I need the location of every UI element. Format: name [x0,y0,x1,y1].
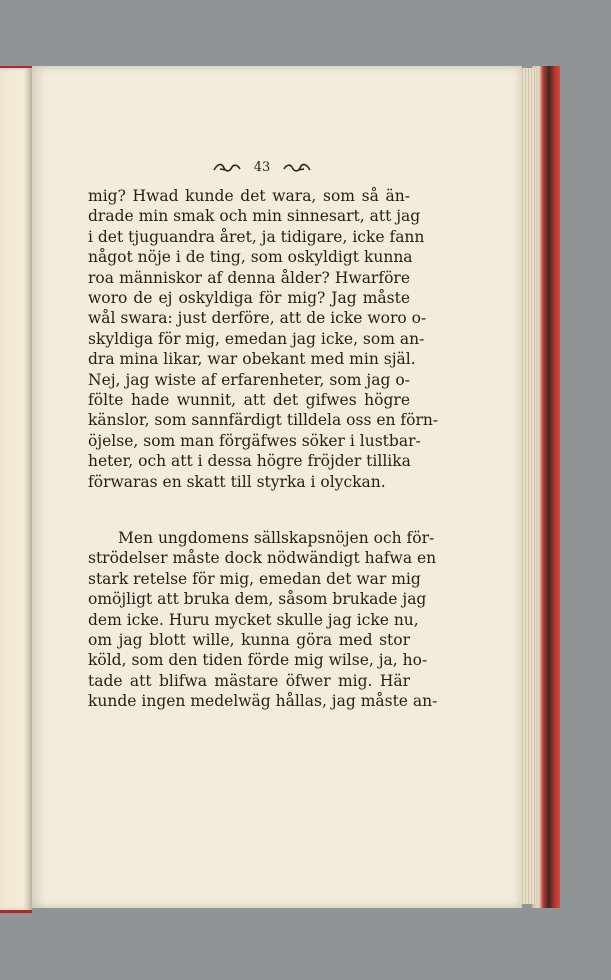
fleuron-icon [282,160,312,174]
fleuron-icon [212,160,242,174]
text-line: dem icke. Huru mycket skulle jag icke nu, [88,610,419,629]
text-line: kunde ingen medelwäg hållas, jag måste an- [88,692,438,711]
text-line: wål swara: just derföre, att de icke woro o- [88,309,427,328]
book-cover-edge [532,66,560,908]
text-line: stark retelse för mig, emedan det war mig [88,569,421,588]
text-line: skyldiga för mig, emedan jag icke, som an- [88,329,425,348]
text-line: tade att blifwa mästare öfwer mig. Här [88,671,410,690]
text-line: Nej, jag wiste af erfarenheter, som jag o- [88,370,410,389]
page-number: 43 [253,159,271,175]
text-line: drade min smak och min sinnesart, att jag [88,207,421,226]
page-header [182,158,342,176]
book-page [32,66,522,908]
paragraph-2 [88,528,438,712]
text-line: dra mina likar, war obekant med min själ. [88,350,416,369]
text-line: omöjligt att bruka dem, såsom brukade jag [88,590,427,609]
paragraph-1 [88,186,439,492]
text-line: fölte hade wunnit, att det gifwes högre [88,391,410,410]
text-line: heter, och att i dessa högre fröjder tillika [88,452,411,471]
text-line: i det tjuguandra året, ja tidigare, icke fann [88,227,425,246]
text-line: öjelse, som man förgäfwes söker i lustbar- [88,431,421,450]
text-line: om jag blott wille, kunna göra med stor [88,631,410,650]
page-stack-edge [520,68,536,904]
text-line: känslor, som sannfärdigt tilldela oss en förn- [88,411,439,430]
text-line: köld, som den tiden förde mig wilse, ja, ho- [88,651,428,670]
text-line: strödelser måste dock nödwändigt hafwa en [88,549,437,568]
text-line: mig? Hwad kunde det wara, som så än- [88,187,410,205]
text-line: woro de ej oskyldiga för mig? Jag måste [88,289,410,308]
text-line: roa människor af denna ålder? Hwarföre [88,268,410,287]
text-line: Men ungdomens sällskapsnöjen och för- [118,529,435,547]
text-line: något nöje i de ting, som oskyldigt kunna [88,248,413,267]
text-line: förwaras en skatt till styrka i olyckan. [88,472,386,491]
left-page-edge [0,66,32,913]
